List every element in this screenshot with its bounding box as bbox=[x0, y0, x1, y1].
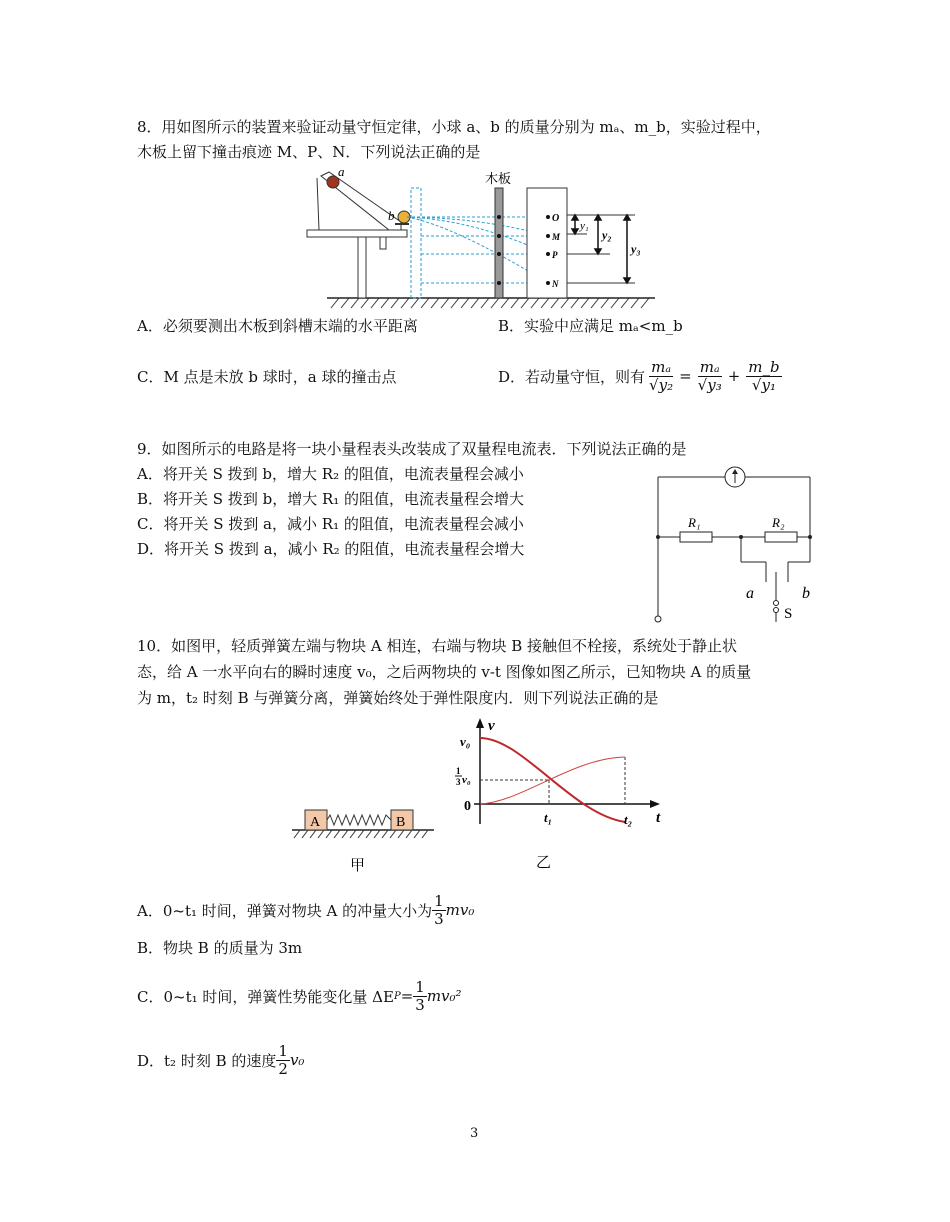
q10-option-c[interactable] bbox=[137, 972, 462, 1020]
origin-label: 0 bbox=[464, 799, 471, 814]
q9-option-d[interactable]: D．将开关 S 拨到 a，减小 R₂ 的阻值，电流表量程会增大 bbox=[137, 540, 525, 558]
q10-stem-line2: 态，给 A 一水平向右的瞬时速度 v₀，之后两物块的 v-t 图像如图乙所示，已知物块 A 的质量 bbox=[137, 663, 752, 681]
q8-option-b[interactable]: B．实验中应满足 mₐ<m_b bbox=[498, 317, 683, 335]
q8-d-equals: = bbox=[679, 367, 692, 385]
q8-option-d-prefix: D．若动量守恒，则有 bbox=[498, 367, 646, 386]
q8-apparatus-figure bbox=[305, 168, 657, 310]
t1-label: t₁ bbox=[544, 810, 553, 825]
q8-d-fraction-3: $\frac{m\_b}{\text{√y₁}}$ bbox=[748, 357, 780, 394]
board-label: 木板 bbox=[485, 171, 512, 186]
third-den: 3 bbox=[456, 777, 461, 787]
switch-a-label: a bbox=[746, 585, 754, 602]
block-b-label: B bbox=[396, 815, 406, 830]
q10-c-prefix: C．0~t₁ 时间，弹簧性势能变化量 ΔE bbox=[137, 987, 394, 1006]
jia-caption: 甲 bbox=[350, 858, 366, 874]
q10-spring-figure bbox=[288, 800, 438, 880]
dim-y3: y₃ bbox=[631, 242, 641, 256]
q10-option-d[interactable] bbox=[137, 1036, 304, 1084]
q10-a-prefix: A．0~t₁ 时间，弹簧对物块 A 的冲量大小为 bbox=[137, 901, 433, 920]
third-num: 1 bbox=[456, 766, 461, 776]
q10-vt-graph bbox=[452, 714, 672, 874]
q8-d-fraction-2: $\frac{\text{mₐ}}{\text{√y₃}}$ bbox=[697, 357, 722, 394]
q10-stem-line1: 10．如图甲，轻质弹簧左端与物块 A 相连，右端与物块 B 接触但不栓接，系统处于静止状 bbox=[137, 637, 738, 655]
q8-option-a[interactable]: A．必须要测出木板到斜槽末端的水平距离 bbox=[137, 317, 418, 335]
q8-option-d[interactable] bbox=[498, 350, 782, 402]
q10-c-tail: mv₀² bbox=[426, 987, 462, 1005]
point-P: P bbox=[552, 250, 558, 260]
q10-c-eq: = bbox=[400, 987, 414, 1005]
q10-c-fraction: $\frac{1}{3}$ bbox=[415, 977, 425, 1014]
q10-option-a[interactable] bbox=[137, 886, 474, 934]
q8-d-plus: + bbox=[727, 367, 741, 385]
third-v0: v₀ bbox=[462, 774, 471, 786]
dim-y2: y₂ bbox=[602, 228, 612, 242]
yi-caption: 乙 bbox=[536, 855, 552, 871]
q10-d-fraction: $\frac{1}{2}$ bbox=[278, 1041, 288, 1078]
switch-b-label: b bbox=[802, 585, 810, 602]
dim-y1: y₁ bbox=[580, 220, 589, 232]
ball-b-label: b bbox=[388, 208, 395, 223]
r1-label: R₁ bbox=[688, 515, 701, 530]
q9-option-b[interactable]: B．将开关 S 拨到 b，增大 R₁ 的阻值，电流表量程会增大 bbox=[137, 490, 525, 508]
q8-d-fraction-1: $\frac{\text{mₐ}}{\text{√y₂}}$ bbox=[649, 357, 674, 394]
ball-a-label: a bbox=[338, 168, 345, 179]
point-O: O bbox=[552, 213, 560, 224]
q9-option-a[interactable]: A．将开关 S 拨到 b，增大 R₂ 的阻值，电流表量程会减小 bbox=[137, 465, 524, 483]
t2-label: t₂ bbox=[624, 812, 633, 827]
switch-s-label: S bbox=[784, 606, 793, 622]
v0-label: v₀ bbox=[460, 734, 471, 749]
q10-d-prefix: D．t₂ 时刻 B 的速度 bbox=[137, 1051, 277, 1070]
t-axis-label: t bbox=[656, 810, 661, 826]
v-axis-label: v bbox=[488, 718, 495, 734]
q8-stem-line2: 木板上留下撞击痕迹 M、P、N．下列说法正确的是 bbox=[137, 143, 481, 161]
block-a-label: A bbox=[310, 815, 321, 830]
q9-circuit-figure bbox=[650, 462, 820, 628]
q10-option-b[interactable]: B．物块 B 的质量为 3m bbox=[137, 939, 303, 957]
q10-a-tail: mv₀ bbox=[445, 901, 475, 919]
page-number: 3 bbox=[470, 1126, 479, 1141]
q10-d-tail: v₀ bbox=[289, 1051, 305, 1069]
q9-option-c[interactable]: C．将开关 S 拨到 a，减小 R₁ 的阻值，电流表量程会减小 bbox=[137, 515, 524, 533]
q9-stem: 9．如图所示的电路是将一块小量程表头改装成了双量程电流表．下列说法正确的是 bbox=[137, 440, 687, 458]
q10-a-fraction: $\frac{1}{3}$ bbox=[434, 891, 444, 928]
r2-label: R₂ bbox=[772, 515, 785, 530]
q10-c-sub: P bbox=[393, 990, 401, 1002]
point-M: M bbox=[552, 232, 561, 242]
q10-stem-line3: 为 m，t₂ 时刻 B 与弹簧分离，弹簧始终处于弹性限度内．则下列说法正确的是 bbox=[137, 689, 659, 707]
q8-stem-line1: 8．用如图所示的装置来验证动量守恒定律，小球 a、b 的质量分别为 mₐ、m_b，实验过程中， bbox=[137, 118, 771, 136]
q8-option-c[interactable]: C．M 点是未放 b 球时，a 球的撞击点 bbox=[137, 368, 397, 386]
point-N: N bbox=[552, 279, 559, 289]
